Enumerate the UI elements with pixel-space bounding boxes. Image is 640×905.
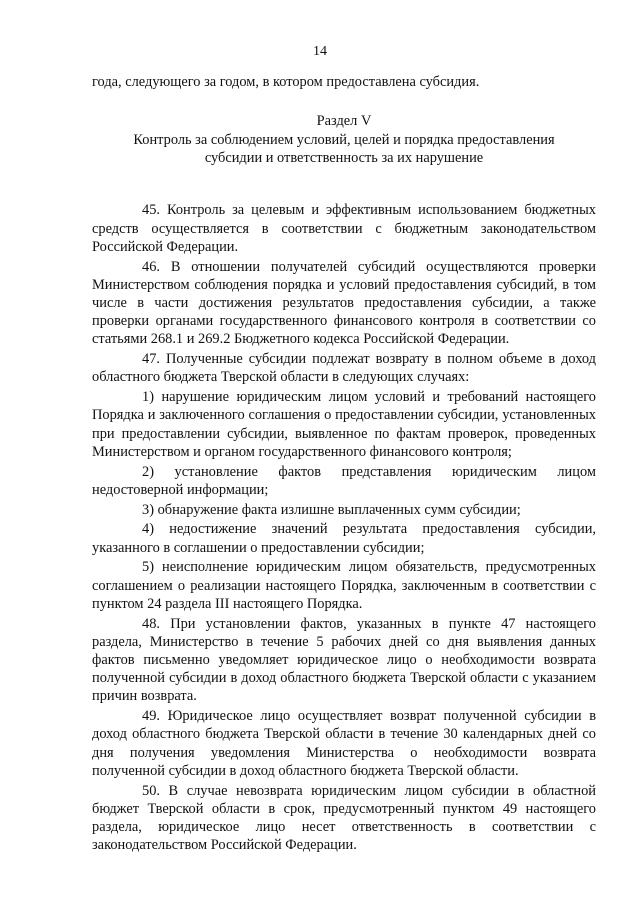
paragraph-47-item-3: 3) обнаружение факта излишне выплаченных сумм субсидии; — [142, 501, 521, 518]
section-title-line-1: Контроль за соблюдением условий, целей и порядка предоставления — [133, 131, 555, 148]
paragraph-47-item-5: 5) неисполнение юридическим лицом обязательств, предусмотренных соглашением о реализации настоящего Порядка, заключенным в соответствии с пунктом 24 раздела III настоящего Порядка. — [92, 559, 596, 612]
section-heading — [92, 112, 596, 167]
paragraph-47-item-4: 4) недостижение значений результата предоставления субсидии, указанного в соглашении о предоставлении субсидии; — [92, 521, 596, 556]
document-body — [92, 73, 596, 856]
paragraph-49: 49. Юридическое лицо осуществляет возврат полученной субсидии в доход областного бюджета Тверской области в течение 30 календарных дней со дня получения уведомления Министерства о необходимости возврата полученной субсидии в доход областного бюджета Тверской области. — [92, 708, 596, 779]
paragraph-45: 45. Контроль за целевым и эффективным использованием бюджетных средств осуществляется в соответствии с бюджетным законодательством Российской Федерации. — [92, 202, 596, 255]
section-title-line-2: субсидии и ответственность за их нарушение — [204, 150, 484, 167]
paragraph-46: 46. В отношении получателей субсидий осуществляются проверки Министерством соблюдения порядка и условий предоставления субсидий, в том числе в части достижения результатов предоставления субсидии, а также проверки органами государственного финансового контроля в соответствии со статьями 268.1 и 269.2 Бюджетного кодекса Российской Федерации. — [92, 258, 596, 348]
page-number: 14 — [313, 44, 327, 59]
paragraph-47-item-2: 2) установление фактов представления юридическим лицом недостоверной информации; — [92, 463, 596, 498]
paragraph-47: 47. Полученные субсидии подлежат возврату в полном объеме в доход областного бюджета Тверской области в следующих случаях: — [92, 351, 596, 386]
section-label: Раздел V — [316, 113, 372, 130]
paragraph-47-item-1: 1) нарушение юридическим лицом условий и требований настоящего Порядка и заключенного соглашения о предоставлении субсидии, установленных при предоставлении субсидии, выявленное по фактам проверок, проведенных Министерством и органом государственного финансового контроля; — [92, 389, 596, 460]
paragraph-50: 50. В случае невозврата юридическим лицом субсидии в областной бюджет Тверской области в срок, предусмотренный пунктом 49 настоящего раздела, юридическое лицо несет ответственность в соответствии с законодательством Российской Федерации. — [92, 782, 596, 854]
continuation-text: года, следующего за годом, в котором предоставлена субсидия. — [92, 74, 480, 90]
paragraph-48: 48. При установлении фактов, указанных в пункте 47 настоящего раздела, Министерство в течение 5 рабочих дней со дня выявления данных фактов письменно уведомляет юридическое лицо о необходимости возврата полученной субсидии в доход областного бюджета Тверской области с указанием причин возврата. — [92, 615, 596, 705]
